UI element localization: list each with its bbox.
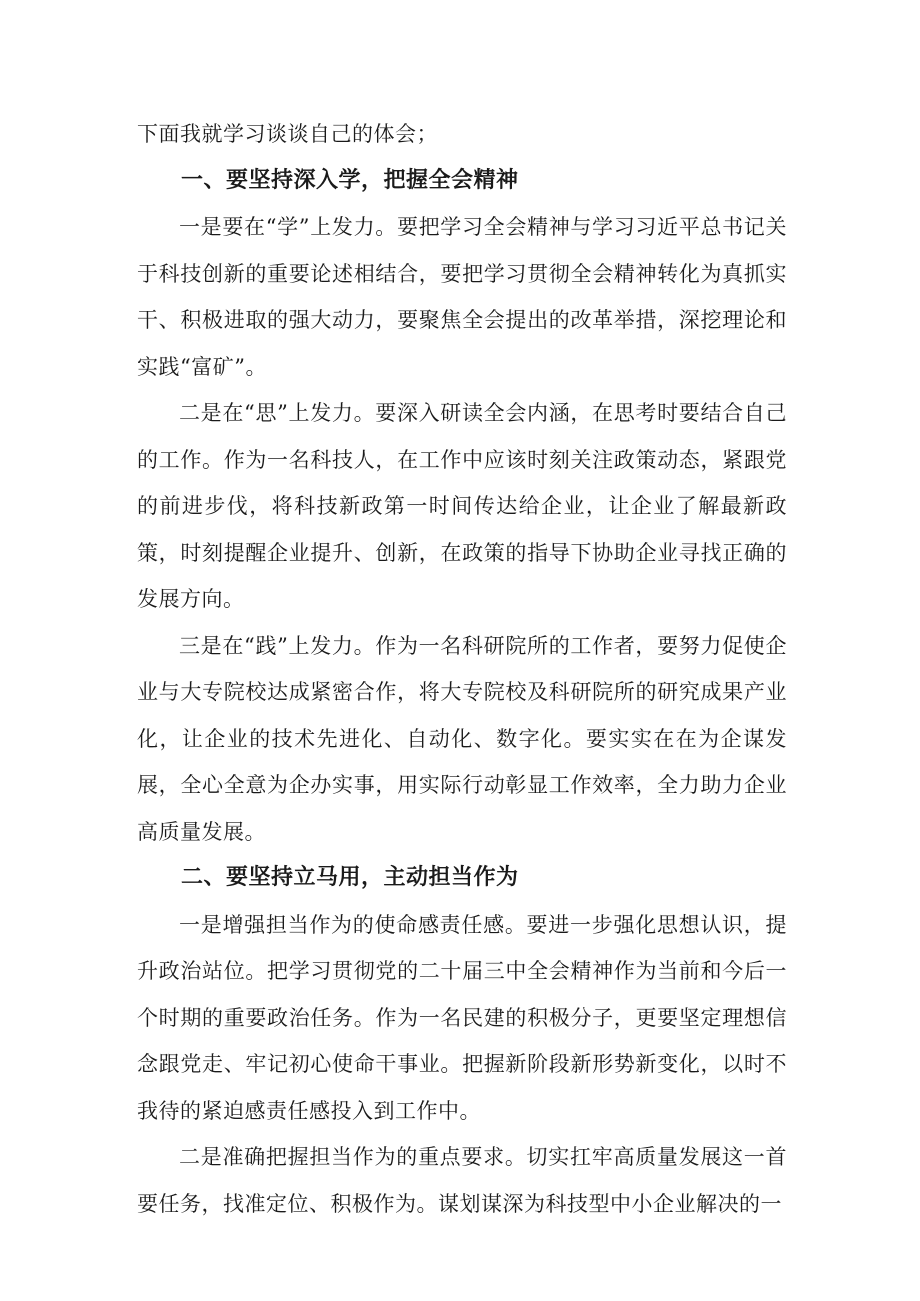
section-1-heading: 一、要坚持深入学，把握全会精神 [181,167,519,193]
section-2-paragraph-1: 一是增强担当作为的使命感责任感。要进一步强化思想认识，提升政治站位。把学习贯彻党的二十届三中全会精神作为当前和今后一个时期的重要政治任务。作为一名民建的积极分子，更要坚定理想信念跟党走、牢记初心使命干事业。把握新阶段新形势新变化，以时不我待的紧迫感责任感投入到工作中。 [137,912,787,1123]
intro-paragraph: 下面我就学习谈谈自己的体会； [137,122,438,146]
section-2-paragraph-2: 二是准确把握担当作为的重点要求。切实扛牢高质量发展这一首要任务，找准定位、积极作为。谋划谋深为科技型中小企业解决的一 [137,1145,787,1216]
section-1-paragraph-3: 三是在“践”上发力。作为一名科研院所的工作者，要努力促使企业与大专院校达成紧密合作，将大专院校及科研院所的研究成果产业化，让企业的技术先进化、自动化、数字化。要实实在在为企谋发展，全心全意为企办实事，用实际行动彰显工作效率，全力助力企业高质量发展。 [137,633,787,844]
section-2-heading: 二、要坚持立马用，主动担当作为 [181,865,519,890]
document-body [137,111,787,1227]
section-1-paragraph-1: 一是要在“学”上发力。要把学习全会精神与学习习近平总书记关于科技创新的重要论述相结合，要把学习贯彻全会精神转化为真抓实干、积极进取的强大动力，要聚焦全会提出的改革举措，深挖理论和实践“富矿”。 [137,215,787,379]
section-1-paragraph-2: 二是在“思”上发力。要深入研读全会内涵，在思考时要结合自己的工作。作为一名科技人，在工作中应该时刻关注政策动态，紧跟党的前进步伐，将科技新政第一时间传达给企业，让企业了解最新政策，时刻提醒企业提升、创新，在政策的指导下协助企业寻找正确的发展方向。 [137,401,787,611]
